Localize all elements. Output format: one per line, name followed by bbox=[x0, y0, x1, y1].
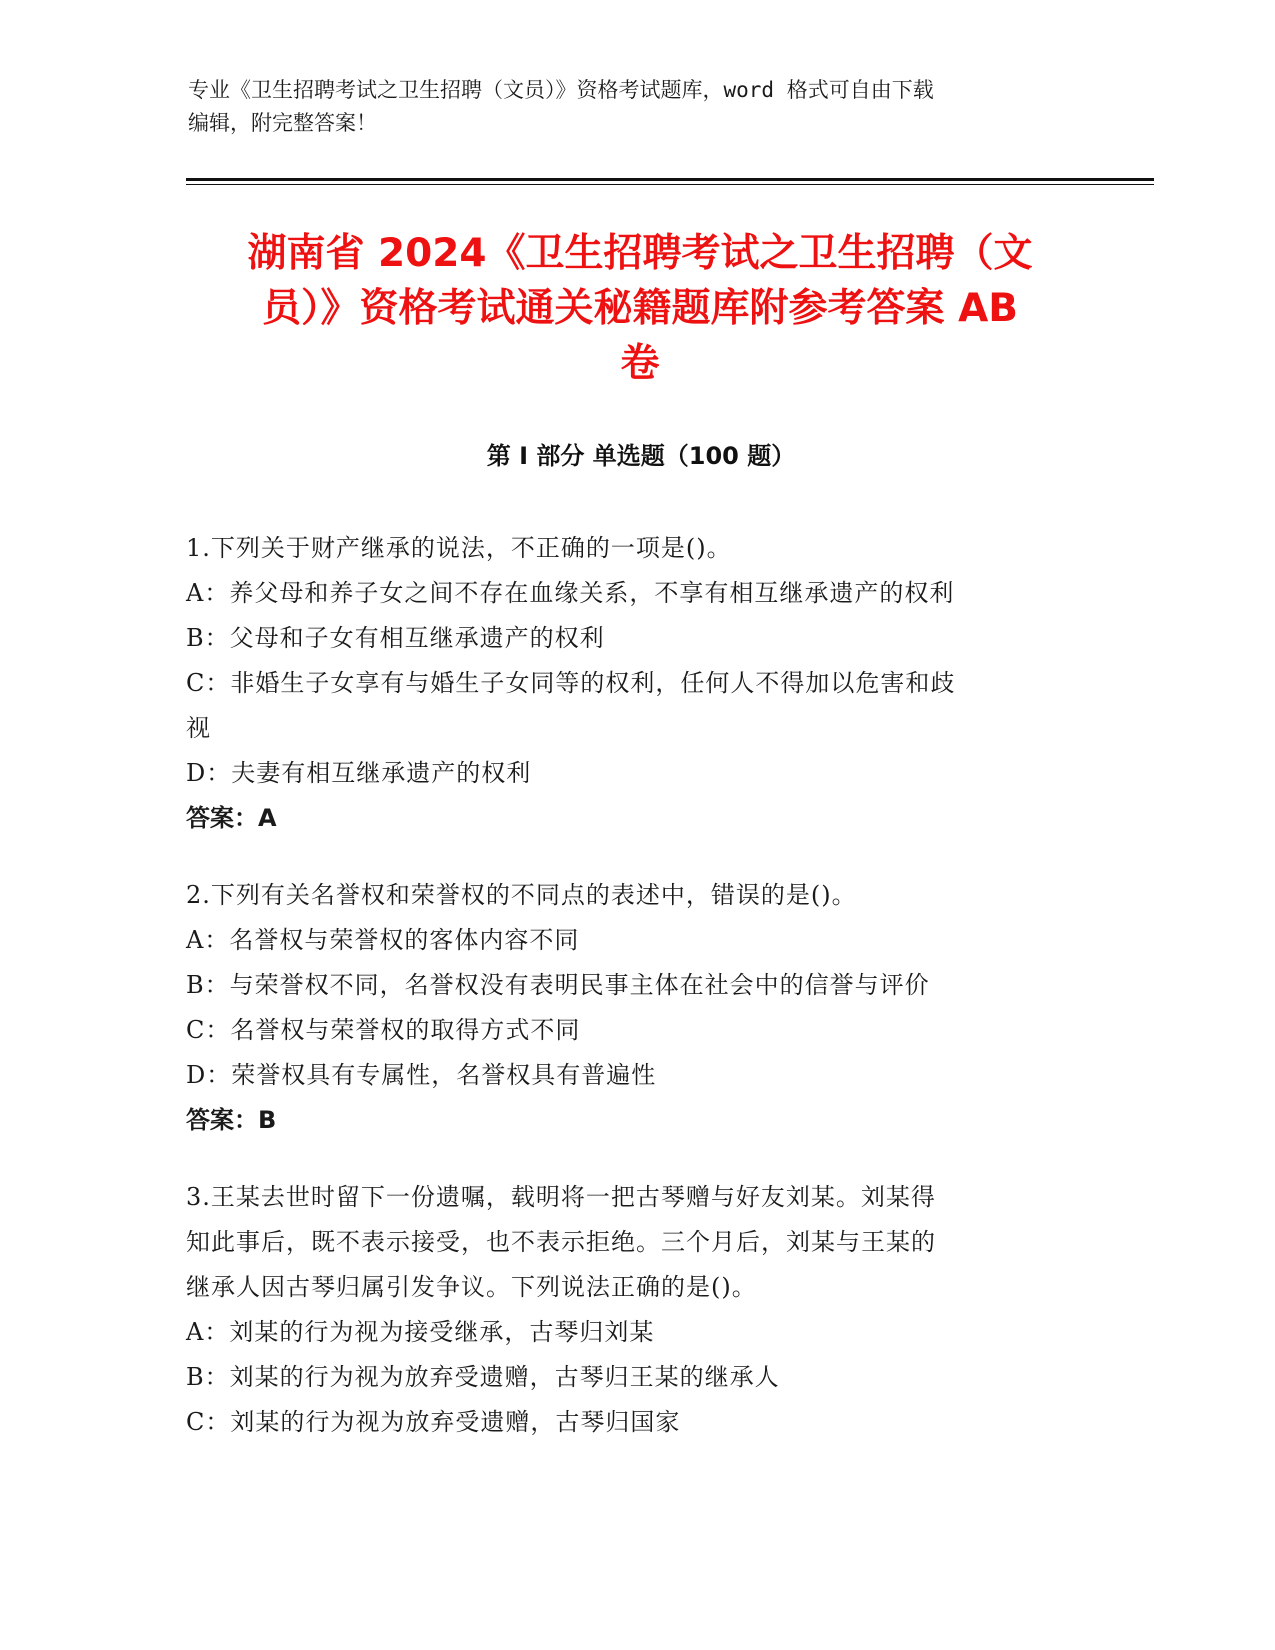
header-note-line: 编辑，附完整答案！ bbox=[188, 111, 377, 135]
option-text: 视 bbox=[186, 714, 211, 742]
option-text: B：父母和子女有相互继承遗产的权利 bbox=[186, 624, 605, 652]
question-block bbox=[186, 873, 1086, 1143]
title-line: 湖南省 2024《卫生招聘考试之卫生招聘（文 bbox=[247, 231, 1033, 276]
option-text: A：养父母和养子女之间不存在血缘关系，不享有相互继承遗产的权利 bbox=[186, 579, 955, 607]
option-text: C：名誉权与荣誉权的取得方式不同 bbox=[186, 1016, 581, 1044]
section-heading: 第 I 部分 单选题（100 题） bbox=[486, 442, 796, 470]
option-text: D：夫妻有相互继承遗产的权利 bbox=[186, 759, 532, 787]
question-stem: 2.下列有关名誉权和荣誉权的不同点的表述中，错误的是()。 bbox=[186, 881, 857, 909]
option-text: B：刘某的行为视为放弃受遗赠，古琴归王某的继承人 bbox=[186, 1363, 780, 1391]
option-text: C：刘某的行为视为放弃受遗赠，古琴归国家 bbox=[186, 1408, 681, 1436]
answer-label: 答案：A bbox=[186, 804, 277, 832]
option-text: A：刘某的行为视为接受继承，古琴归刘某 bbox=[186, 1318, 655, 1346]
question-stem: 3.王某去世时留下一份遗嘱，载明将一把古琴赠与好友刘某。刘某得 bbox=[186, 1183, 936, 1211]
option-text: D：荣誉权具有专属性，名誉权具有普遍性 bbox=[186, 1061, 657, 1089]
header-note-line: 专业《卫生招聘考试之卫生招聘（文员）》资格考试题库，word 格式可自由下载 bbox=[188, 78, 934, 102]
option-text: B：与荣誉权不同，名誉权没有表明民事主体在社会中的信誉与评价 bbox=[186, 971, 930, 999]
option-text: A：名誉权与荣誉权的客体内容不同 bbox=[186, 926, 580, 954]
header-divider-thin bbox=[186, 184, 1154, 185]
question-stem: 继承人因古琴归属引发争议。下列说法正确的是()。 bbox=[186, 1273, 757, 1301]
header-note bbox=[188, 74, 1068, 140]
option-text: C：非婚生子女享有与婚生子女同等的权利，任何人不得加以危害和歧 bbox=[186, 669, 956, 697]
question-block bbox=[186, 526, 1086, 841]
question-stem: 知此事后，既不表示接受，也不表示拒绝。三个月后，刘某与王某的 bbox=[186, 1228, 936, 1256]
question-block bbox=[186, 1175, 1086, 1445]
answer-label: 答案：B bbox=[186, 1106, 277, 1134]
title-line: 员）》资格考试通关秘籍题库附参考答案 AB bbox=[262, 286, 1018, 331]
document-title bbox=[180, 226, 1100, 391]
header-divider-thick bbox=[186, 178, 1154, 181]
title-line: 卷 bbox=[620, 341, 660, 386]
question-stem: 1.下列关于财产继承的说法，不正确的一项是()。 bbox=[186, 534, 732, 562]
question-list bbox=[186, 526, 1086, 1477]
